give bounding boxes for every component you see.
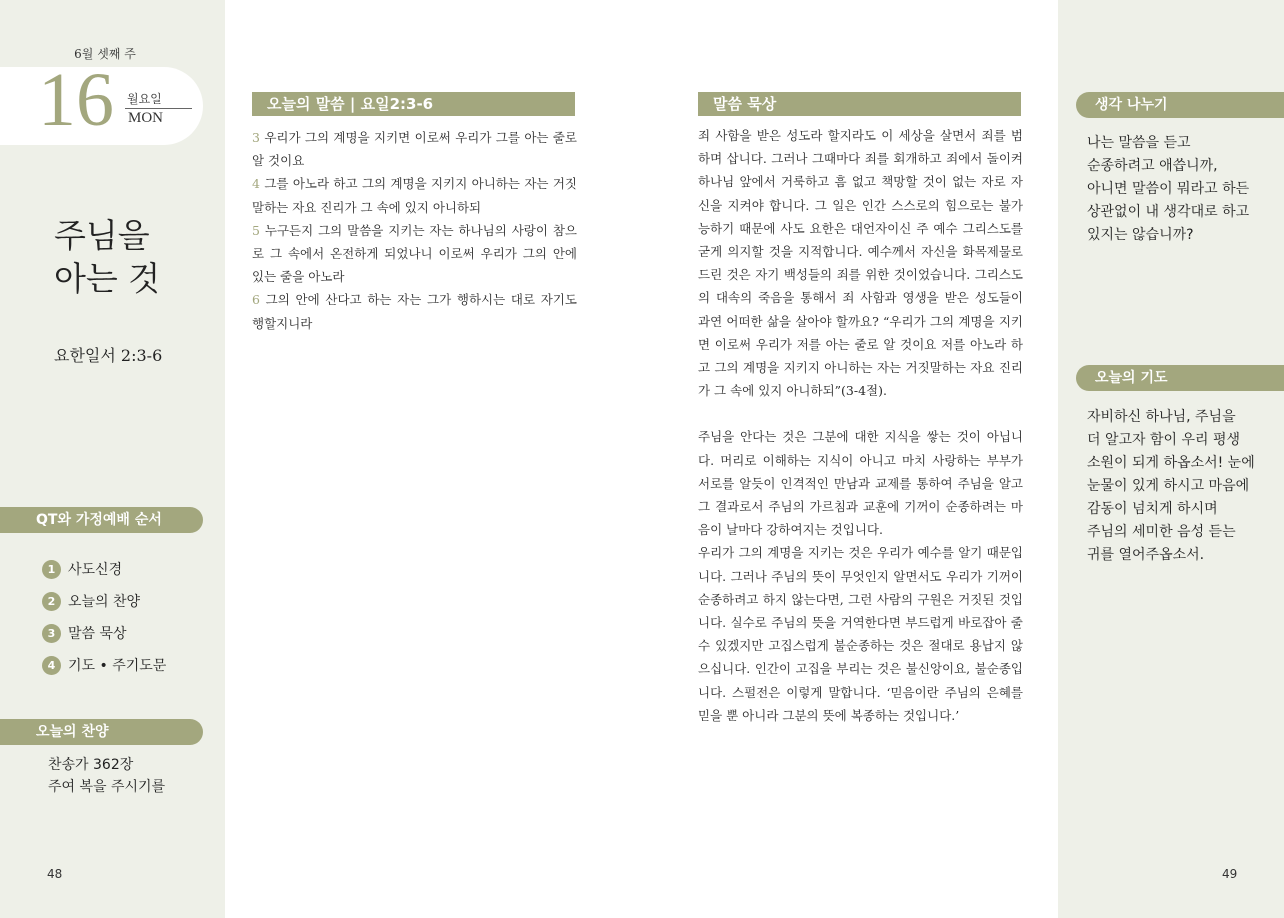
sharing-text bbox=[1087, 132, 1257, 247]
order-list bbox=[42, 553, 166, 681]
sharing-line: 있지는 않습니까? bbox=[1087, 227, 1194, 243]
number-badge: 3 bbox=[42, 624, 61, 643]
meditation-paragraph: 우리가 그의 계명을 지키는 것은 우리가 예수를 알기 때문입니다. 그러나 주님의 뜻이 무엇인지 알면서도 우리가 기꺼이 순종하려고 하지 않는다면, 그런 사람의 구원은 거짓된 것입니다. 실수로 주님의 뜻을 거역한다면 부드럽게 바로잡아 줄 수 있겠지만 고집스럽게 불순종하는 것은 절대로 용납지 않으십니다. 인간이 고집을 부리는 것은 불신앙이요, 불순종입니다. 스펄전은 이렇게 말합니다. ‘믿음이란 주님의 은혜를 믿을 뿐 아니라 그분의 뜻에 복종하는 것입니다.’ bbox=[698, 545, 1023, 723]
prayer-heading: 오늘의 기도 bbox=[1076, 365, 1284, 391]
meditation-text bbox=[698, 124, 1023, 727]
verse-text: 우리가 그의 계명을 지키면 이로써 우리가 그를 아는 줄로 알 것이요 bbox=[252, 130, 577, 169]
sharing-line: 아니면 말씀이 뭐라고 하든 bbox=[1087, 181, 1250, 197]
title-line-1: 주님을 bbox=[54, 216, 150, 255]
prayer-text bbox=[1087, 406, 1257, 567]
prayer-line: 눈물이 있게 하시고 마음에 bbox=[1087, 478, 1250, 494]
meditation-paragraph: 주님을 안다는 것은 그분에 대한 지식을 쌓는 것이 아닙니다. 머리로 이해하는 지식이 아니고 마치 사랑하는 부부가 서로를 알듯이 인격적인 만남과 교제를 통하여 주님을 알고 그 결과로서 주님의 가르침과 교훈에 기꺼이 순종하려는 마음이 날마다 강하여지는 것입니다. bbox=[698, 429, 1023, 538]
verse-text: 누구든지 그의 말씀을 지키는 자는 하나님의 사랑이 참으로 그 속에서 온전하게 되었나니 이로써 우리가 그의 안에 있는 줄을 아노라 bbox=[252, 222, 577, 285]
verse-number: 3 bbox=[252, 130, 260, 145]
verse-number: 5 bbox=[252, 222, 260, 238]
order-item-label: 오늘의 찬양 bbox=[68, 594, 141, 610]
week-label: 6월 셋째 주 bbox=[74, 47, 136, 61]
sharing-heading: 생각 나누기 bbox=[1076, 92, 1284, 118]
verse-text: 그를 아노라 하고 그의 계명을 지키지 아니하는 자는 거짓말하는 자요 진리가 그 속에 있지 아니하되 bbox=[252, 176, 577, 215]
weekday-english: MON bbox=[128, 110, 164, 126]
hymn-info bbox=[48, 754, 165, 798]
sharing-line: 순종하려고 애씁니까, bbox=[1087, 158, 1218, 174]
order-heading: QT와 가정예배 순서 bbox=[0, 507, 203, 533]
date-number: 16 bbox=[38, 58, 114, 142]
scripture-heading: 오늘의 말씀 | 요일2:3-6 bbox=[252, 92, 575, 116]
number-badge: 1 bbox=[42, 560, 61, 579]
sharing-line: 상관없이 내 생각대로 하고 bbox=[1087, 204, 1250, 220]
order-item bbox=[42, 553, 166, 585]
hymn-number: 찬송가 362장 bbox=[48, 757, 134, 773]
prayer-line: 주님의 세미한 음성 듣는 bbox=[1087, 524, 1236, 540]
weekday-korean: 월요일 bbox=[127, 92, 162, 106]
sharing-line: 나는 말씀을 듣고 bbox=[1087, 135, 1191, 151]
prayer-line: 자비하신 하나님, 주님을 bbox=[1087, 409, 1236, 425]
verse-number: 4 bbox=[252, 176, 260, 192]
order-item-label: 기도 • 주기도문 bbox=[68, 658, 167, 674]
meditation-heading: 말씀 묵상 bbox=[698, 92, 1021, 116]
number-badge: 2 bbox=[42, 592, 61, 611]
verse-text: 그의 안에 산다고 하는 자는 그가 행하시는 대로 자기도 행할지니라 bbox=[252, 292, 577, 331]
prayer-line: 소원이 되게 하옵소서! 눈에 bbox=[1087, 455, 1255, 471]
title-line-2: 아는 것 bbox=[54, 259, 161, 298]
number-badge: 4 bbox=[42, 656, 61, 675]
page-number-left: 48 bbox=[47, 867, 63, 881]
weekday-divider bbox=[125, 108, 192, 109]
bible-reference: 요한일서 2:3-6 bbox=[54, 346, 163, 365]
order-item-label: 사도신경 bbox=[68, 562, 123, 578]
prayer-line: 더 알고자 함이 우리 평생 bbox=[1087, 432, 1241, 448]
order-item bbox=[42, 617, 166, 649]
order-item-label: 말씀 묵상 bbox=[68, 626, 127, 642]
order-item bbox=[42, 585, 166, 617]
page-title bbox=[54, 214, 160, 300]
hymn-title: 주여 복을 주시기를 bbox=[48, 779, 166, 795]
verse-number: 6 bbox=[252, 292, 260, 308]
page-number-right: 49 bbox=[1222, 867, 1238, 881]
order-item bbox=[42, 649, 166, 681]
prayer-line: 귀를 열어주옵소서. bbox=[1087, 547, 1205, 563]
scripture-text bbox=[252, 126, 577, 335]
hymn-heading: 오늘의 찬양 bbox=[0, 719, 203, 745]
prayer-line: 감동이 넘치게 하시며 bbox=[1087, 501, 1218, 517]
meditation-paragraph: 죄 사함을 받은 성도라 할지라도 이 세상을 살면서 죄를 범하며 삽니다. 그러나 그때마다 죄를 회개하고 죄에서 돌이켜 하나님 앞에서 거룩하고 흠 없고 책망할 것이 없는 자로 자신을 지켜야 합니다. 그 일은 인간 스스로의 힘으로는 불가능하기 때문에 사도 요한은 대언자이신 주 예수 그리스도를 굳게 의지할 것을 지적합니다. 예수께서 자신을 화목제물로 드린 것은 자기 백성들의 죄를 위한 것이었습니다. 그리스도의 대속의 죽음을 통해서 죄 사함과 영생을 받은 성도들이 과연 어떠한 삶을 살아야 할까요? “우리가 그의 계명을 지키면 이로써 우리가 저를 아는 줄로 알 것이요 저를 아노라 하고 그의 계명을 지키지 아니하는 자는 거짓말하는 자요 진리가 그 속에 있지 아니하되”(3-4절). bbox=[698, 128, 1023, 399]
